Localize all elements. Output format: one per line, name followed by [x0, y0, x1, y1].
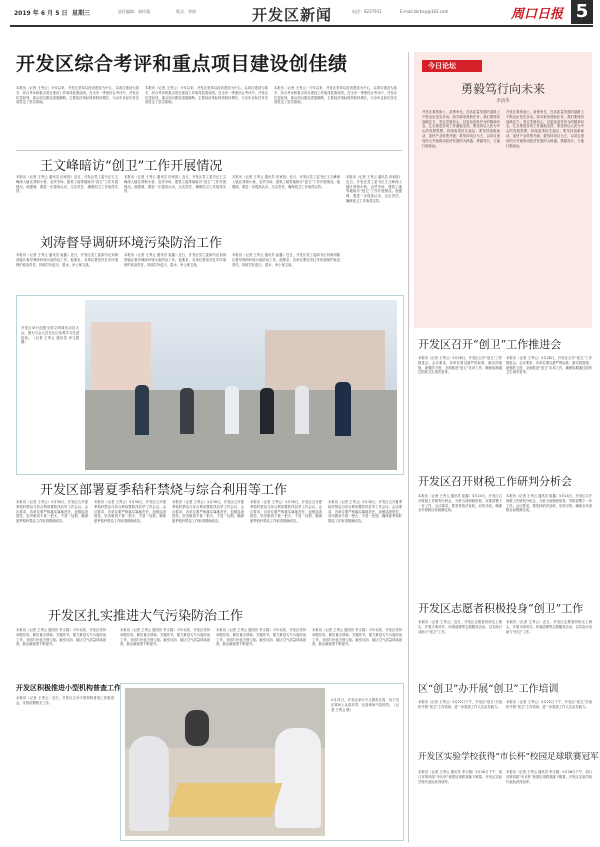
section-title: 开发区新闻	[252, 6, 333, 24]
header-weekday: 星期三	[72, 10, 91, 17]
header-editor: 责任编辑：郭传露	[118, 9, 150, 14]
headline-a4: 开发区部署夏季秸秆禁烧与综合利用等工作	[40, 483, 288, 498]
body-a2-col1: 本报讯（记者 王秀云 通讯员 田家凯）近日，开发区党工委书记王文峰深入辖区背街小巷、农贸市场、建筑工地等地暗访“创卫”工作开展情况。他强调，要进一步提高认识，压实责任，确保创卫工作取得实效。	[16, 175, 118, 194]
body-a4-col4: 本报讯（记者 王秀云）5月30日，开发区召开夏季秸秆禁烧与综合利用暨防汛抗旱工作会议。会议要求，各单位要严格落实属地责任，加强巡查管控，坚决做到不着一把火、不冒一处烟，确保夏季秸秆禁烧工作取得圆满成功。	[250, 500, 322, 524]
photo-chess	[125, 688, 325, 836]
body-a5-col1: 本报讯（记者 王秀云 通讯员 李文娟）今年以来，开发区坚持问题导向，紧盯重点领域、关键环节，强力推进大气污染防治工作，全面打好蓝天保卫战。截至目前，辖区空气质量持续改善，群众满意度不断提升。	[16, 628, 106, 647]
body-a4-col5: 本报讯（记者 王秀云）5月30日，开发区召开夏季秸秆禁烧与综合利用暨防汛抗旱工作会议。会议要求，各单位要严格落实属地责任，加强巡查管控，坚决做到不着一把火、不冒一处烟，确保夏季秸秆禁烧工作取得圆满成功。	[328, 500, 402, 524]
column-divider	[408, 52, 409, 842]
body-a3-col2: 本报讯（记者 王秀云 通讯员 崔鑫）近日，开发区党工委副书记刘涛到辖区督导调研环境污染防治工作。他要求，各单位要坚决扛牢环境保护政治责任，持续打好蓝天、碧水、净土保卫战。	[124, 253, 226, 267]
body-a5-col3: 本报讯（记者 王秀云 通讯员 李文娟）今年以来，开发区坚持问题导向，紧盯重点领域、关键环节，强力推进大气污染防治工作，全面打好蓝天保卫战。截至目前，辖区空气质量持续改善，群众满意度不断提升。	[216, 628, 306, 647]
masthead	[0, 0, 600, 44]
page-number	[571, 0, 593, 24]
headline-a11: 开发区实验学校获得“市长杯”校园足球联赛冠军	[418, 752, 599, 762]
photo-frame-2	[120, 683, 404, 841]
body-a10-col2: 本报讯（记者 王秀云）5月22日下午，开发区“创卫”办组织开展“创卫”工作培训，进一步提高工作人员业务能力。	[506, 700, 592, 709]
commentary-author: 李清华	[496, 99, 510, 104]
commentary-tag	[422, 60, 482, 72]
body-a4-col1: 本报讯（记者 王秀云）5月30日，开发区召开夏季秸秆禁烧与综合利用暨防汛抗旱工作会议。会议要求，各单位要严格落实属地责任，加强巡查管控，坚决做到不着一把火、不冒一处烟，确保夏季秸秆禁烧工作取得圆满成功。	[16, 500, 88, 524]
body-a8-col2: 本报讯（记者 王秀云 通讯员 崔鑫）5月24日，开发区召开财税工作研判分析会，分析当前财税形势，安排部署下一步工作。会议要求，要坚持依法征收，应收尽收，确保全年财税目标圆满完成。	[506, 494, 592, 513]
body-a8-col1: 本报讯（记者 王秀云 通讯员 崔鑫）5月24日，开发区召开财税工作研判分析会，分析当前财税形势，安排部署下一步工作。会议要求，要坚持依法征收，应收尽收，确保全年财税目标圆满完成。	[418, 494, 502, 513]
body-a9-col2: 本报讯（记者 王秀云）近日，开发区志愿者纷纷走上街头，开展文明劝导、环境清理等志愿服务活动，以实际行动助力“创卫”工作。	[506, 620, 592, 634]
headline-a5: 开发区扎实推进大气污染防治工作	[48, 609, 244, 624]
photo-caption-1: 开发区举行创建全国文明城市动员大会。图为与会人员在社区参观学习先进经验。（记者 王秀云 通讯员 李文娟 摄）	[21, 326, 79, 345]
headline-a7: 开发区召开“创卫”工作推进会	[418, 338, 562, 351]
body-a10-col1: 本报讯（记者 王秀云）5月22日下午，开发区“创卫”办组织开展“创卫”工作培训，进一步提高工作人员业务能力。	[418, 700, 502, 709]
headline-a10: 区“创卫”办开展“创卫”工作培训	[418, 684, 559, 695]
header-date: 2019 年 6 月 5 日	[14, 10, 68, 17]
commentary-title: 勇毅笃行向未来	[460, 82, 545, 96]
headline-a8: 开发区召开财税工作研判分析会	[418, 475, 572, 488]
photo-meeting	[85, 300, 397, 470]
body-a3-col3: 本报讯（记者 王秀云 通讯员 崔鑫）近日，开发区党工委副书记刘涛到辖区督导调研环境污染防治工作。他要求，各单位要坚决扛牢环境保护政治责任，持续打好蓝天、碧水、净土保卫战。	[232, 253, 340, 267]
body-a3-col1: 本报讯（记者 王秀云 通讯员 崔鑫）近日，开发区党工委副书记刘涛到辖区督导调研环境污染防治工作。他要求，各单位要坚决扛牢环境保护政治责任，持续打好蓝天、碧水、净土保卫战。	[16, 253, 118, 267]
commentary-body-col1: 开发区乘势而上、奋勇争先，在高质量发展的道路上不断迈出坚实步伐。面对新形势新任务，我们要保持战略定力，坚定发展信心，以更加奋发有为的精神状态，扎实推进各项工作落地见效。要坚持以人民为中心的发展思想，持续改善民生福祉；要坚持创新驱动，加快产业转型升级；要坚持项目为王，以项目建设的大突破推动经济发展的大跨越。勇毅笃行，方能行稳致远。	[422, 110, 500, 148]
header-email: E-mail:zkrbsy@163.com	[400, 9, 449, 14]
body-a11-col1: 本报讯（记者 王秀云 通讯员 李文娟）5月26日下午，周口市第四届“市长杯”校园足球联赛落下帷幕，开发区实验学校代表队获得冠军。	[418, 770, 502, 784]
body-a4-col2: 本报讯（记者 王秀云）5月30日，开发区召开夏季秸秆禁烧与综合利用暨防汛抗旱工作会议。会议要求，各单位要严格落实属地责任，加强巡查管控，坚决做到不着一把火、不冒一处烟，确保夏季秸秆禁烧工作取得圆满成功。	[94, 500, 166, 524]
body-a4-col3: 本报讯（记者 王秀云）5月30日，开发区召开夏季秸秆禁烧与综合利用暨防汛抗旱工作会议。会议要求，各单位要严格落实属地责任，加强巡查管控，坚决做到不着一把火、不冒一处烟，确保夏季秸秆禁烧工作取得圆满成功。	[172, 500, 244, 524]
headline-a1: 开发区综合考评和重点项目建设创佳绩	[16, 53, 348, 75]
headline-a6: 开发区积极推进小型机构普查工作	[16, 683, 121, 692]
divider	[16, 150, 402, 151]
body-a5-col4: 本报讯（记者 王秀云 通讯员 李文娟）今年以来，开发区坚持问题导向，紧盯重点领域、关键环节，强力推进大气污染防治工作，全面打好蓝天保卫战。截至目前，辖区空气质量持续改善，群众满意度不断提升。	[312, 628, 402, 647]
page-number-text: 5	[575, 1, 589, 22]
headline-a9: 开发区志愿者积极投身“创卫”工作	[418, 602, 584, 615]
body-a2-col3: 本报讯（记者 王秀云 通讯员 田家凯）近日，开发区党工委书记王文峰深入辖区背街小巷、农贸市场、建筑工地等地暗访“创卫”工作开展情况。他强调，要进一步提高认识，压实责任，确保创卫工作取得实效。	[232, 175, 340, 189]
body-a7-col1: 本报讯（记者 王秀云）5月28日，开发区召开“创卫”工作推进会。会议要求，各单位要以最严的标准、最实的措施、最强的力度，全面推进“创卫”各项工作，确保如期通过国家卫生城市复审。	[418, 356, 502, 375]
body-a9-col1: 本报讯（记者 王秀云）近日，开发区志愿者纷纷走上街头，开展文明劝导、环境清理等志愿服务活动，以实际行动助力“创卫”工作。	[418, 620, 502, 634]
body-a1-col2: 本报讯（记者 王秀云）今年以来，开发区坚持以经济建设为中心，以项目建设为抓手，综合考评和重点项目建设工作取得显著成绩。在全市一季度综合考评中，开发区位居前列，重点项目建设进展顺利，主要经济指标保持较快增长，为全年目标任务完成奠定了坚实基础。	[145, 86, 268, 105]
header-designer: 版式：李倩	[176, 9, 196, 14]
photo-caption-2: 5月31日，开发区举行少儿棋类比赛，孩子们在赛场上认真对弈，比赛现场气氛热烈。（记者 王秀云 摄）	[331, 698, 399, 712]
body-a1-col3: 本报讯（记者 王秀云）今年以来，开发区坚持以经济建设为中心，以项目建设为抓手，综合考评和重点项目建设工作取得显著成绩。在全市一季度综合考评中，开发区位居前列，重点项目建设进展顺利，主要经济指标保持较快增长，为全年目标任务完成奠定了坚实基础。	[274, 86, 397, 105]
headline-a3: 刘涛督导调研环境污染防治工作	[40, 236, 223, 251]
body-a1-col1: 本报讯（记者 王秀云）今年以来，开发区坚持以经济建设为中心，以项目建设为抓手，综合考评和重点项目建设工作取得显著成绩。在全市一季度综合考评中，开发区位居前列，重点项目建设进展顺利，主要经济指标保持较快增长，为全年目标任务完成奠定了坚实基础。	[16, 86, 139, 105]
body-a2-col2: 本报讯（记者 王秀云 通讯员 田家凯）近日，开发区党工委书记王文峰深入辖区背街小巷、农贸市场、建筑工地等地暗访“创卫”工作开展情况。他强调，要进一步提高认识，压实责任，确保创卫工作取得实效。	[124, 175, 226, 194]
body-a6: 本报讯（记者 王秀云）近日，开发区召开小型机构普查工作推进会，安排部署相关工作。	[16, 696, 114, 705]
body-a7-col2: 本报讯（记者 王秀云）5月28日，开发区召开“创卫”工作推进会。会议要求，各单位要以最严的标准、最实的措施、最强的力度，全面推进“创卫”各项工作，确保如期通过国家卫生城市复审。	[506, 356, 592, 375]
commentary-body-col2: 开发区乘势而上、奋勇争先，在高质量发展的道路上不断迈出坚实步伐。面对新形势新任务，我们要保持战略定力，坚定发展信心，以更加奋发有为的精神状态，扎实推进各项工作落地见效。要坚持以人民为中心的发展思想，持续改善民生福祉；要坚持创新驱动，加快产业转型升级；要坚持项目为王，以项目建设的大突破推动经济发展的大跨越。勇毅笃行，方能行稳致远。	[506, 110, 584, 148]
header-rule	[10, 25, 593, 27]
commentary-tag-text: 今日论坛	[428, 62, 456, 70]
body-a2-col4: 本报讯（记者 王秀云 通讯员 田家凯）近日，开发区党工委书记王文峰深入辖区背街小巷、农贸市场、建筑工地等地暗访“创卫”工作开展情况。他强调，要进一步提高认识，压实责任，确保创卫工作取得实效。	[346, 175, 402, 203]
body-a5-col2: 本报讯（记者 王秀云 通讯员 李文娟）今年以来，开发区坚持问题导向，紧盯重点领域、关键环节，强力推进大气污染防治工作，全面打好蓝天保卫战。截至目前，辖区空气质量持续改善，群众满意度不断提升。	[120, 628, 210, 647]
headline-a2: 王文峰暗访“创卫”工作开展情况	[40, 159, 223, 174]
header-hotline: 电话：8227911	[352, 9, 382, 14]
photo-frame-1	[16, 295, 404, 475]
paper-logo: 周口日报	[511, 7, 564, 22]
body-a11-col2: 本报讯（记者 王秀云 通讯员 李文娟）5月26日下午，周口市第四届“市长杯”校园足球联赛落下帷幕，开发区实验学校代表队获得冠军。	[506, 770, 592, 784]
commentary-box	[414, 52, 592, 328]
